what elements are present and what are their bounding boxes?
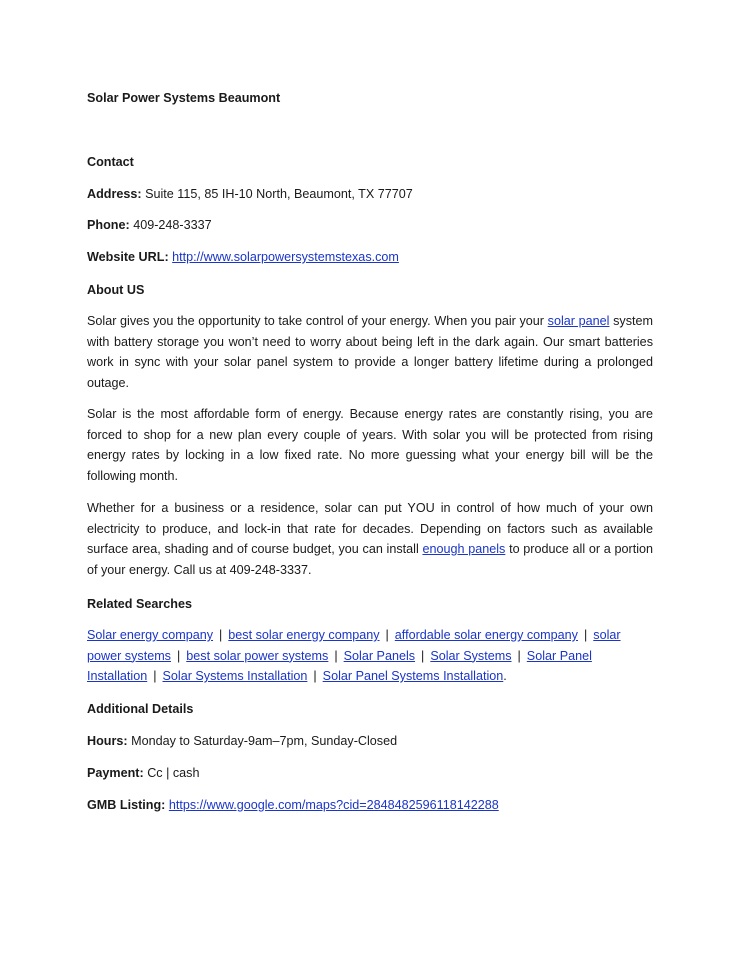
hours-value: Monday to Saturday-9am–7pm, Sunday-Closed (131, 734, 398, 748)
address-value: Suite 115, 85 IH-10 North, Beaumont, TX 77707 (145, 187, 413, 201)
website-label: Website URL: (87, 250, 169, 264)
hours-line (87, 731, 653, 752)
about-paragraph-3 (87, 498, 653, 580)
payment-label: Payment: (87, 766, 144, 780)
related-links (87, 625, 653, 687)
separator: | (313, 669, 317, 683)
related-link[interactable]: Solar energy company (87, 628, 214, 642)
enough-panels-link[interactable]: enough panels (422, 542, 506, 556)
phone-value: 409-248-3337 (133, 218, 212, 232)
gmb-line (87, 795, 653, 816)
about-paragraph-1 (87, 311, 653, 393)
details-heading: Additional Details (87, 702, 194, 716)
separator: | (385, 628, 389, 642)
separator: | (219, 628, 223, 642)
related-link[interactable]: Solar Panel Installation (87, 648, 592, 683)
payment-line (87, 763, 653, 784)
about-p3-text-start: Whether for a business or a residence, solar can put YOU in control of how much of your own electricity to produce, and lock-in that rate for decades. Depending on factors such as available surface area, shading and of course budget, you can install (87, 501, 653, 556)
related-link[interactable]: Solar Panels (343, 648, 416, 663)
phone-label: Phone: (87, 218, 130, 232)
related-heading: Related Searches (87, 597, 193, 611)
contact-heading: Contact (87, 155, 134, 169)
related-link[interactable]: Solar Systems (430, 648, 512, 663)
gmb-link[interactable]: https://www.google.com/maps?cid=2848482596118142288 (168, 798, 499, 812)
related-link[interactable]: solar power systems (87, 628, 621, 663)
solar-panel-link[interactable]: solar panel (547, 314, 610, 328)
phone-line (87, 215, 653, 236)
separator: | (153, 669, 157, 683)
about-p1-text-start: Solar gives you the opportunity to take control of your energy. When you pair your (87, 314, 548, 328)
separator: | (583, 628, 588, 642)
related-link[interactable]: Solar Panel Systems Installation (322, 669, 504, 683)
separator: | (421, 648, 425, 663)
website-line (87, 247, 653, 268)
address-line (87, 184, 653, 205)
separator: | (517, 648, 521, 663)
page-title: Solar Power Systems Beaumont (87, 91, 281, 105)
separator: | (176, 648, 181, 663)
about-p1-text-end: system with battery storage you won’t need to worry about being left in the dark again. Our smart batteries work in sync with your solar panel system to provide a longer battery lifetime during a prolonged outage. (87, 314, 653, 390)
about-p3-text-end: to produce all or a portion of your energy. Call us at 409-248-3337. (87, 542, 653, 577)
about-heading: About US (87, 283, 145, 297)
about-paragraph-2: Solar is the most affordable form of energy. Because energy rates are constantly rising, you are forced to shop for a new plan every couple of years. With solar you will be protected from rising energy rates by locking in a low fixed rate. No more guessing what your energy bill will be the following month. (87, 407, 653, 483)
separator: | (334, 648, 338, 663)
gmb-label: GMB Listing: (87, 798, 166, 812)
related-link[interactable]: best solar energy company (228, 628, 380, 642)
related-link[interactable]: best solar power systems (186, 648, 329, 663)
hours-label: Hours: (87, 734, 128, 748)
payment-value: Cc | cash (147, 766, 200, 780)
related-link[interactable]: affordable solar energy company (394, 628, 578, 642)
related-link[interactable]: Solar Systems Installation (162, 669, 308, 683)
website-link[interactable]: http://www.solarpowersystemstexas.com (172, 250, 399, 264)
related-end: . (503, 669, 507, 683)
address-label: Address: (87, 187, 142, 201)
